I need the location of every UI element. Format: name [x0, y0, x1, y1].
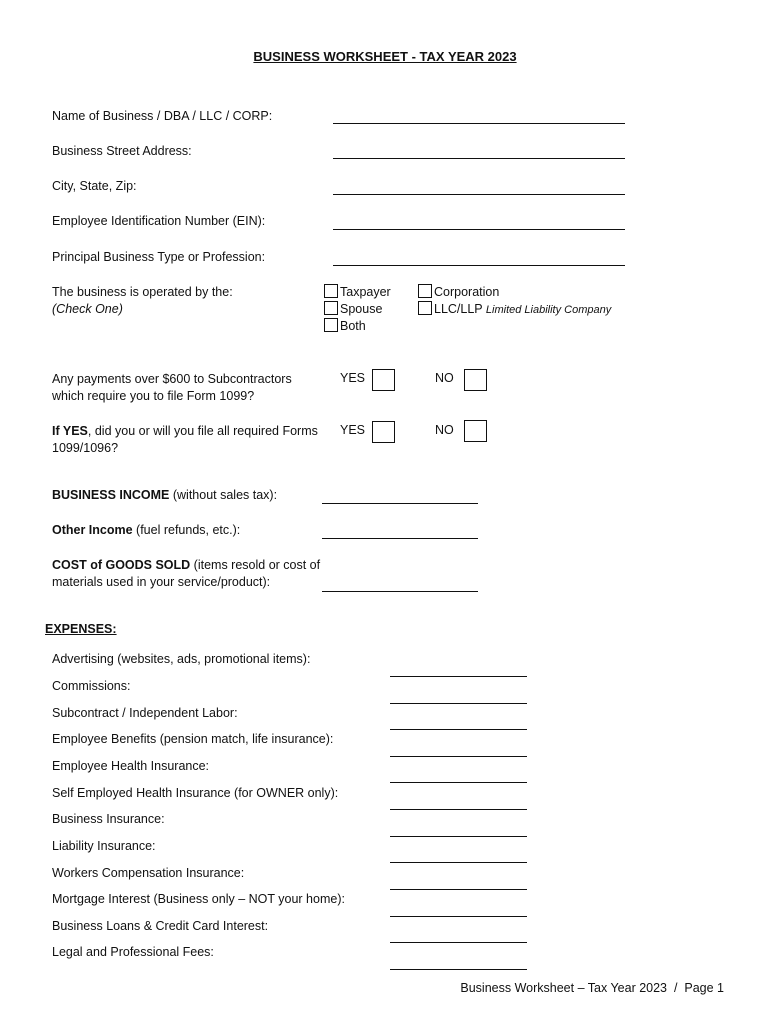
- expense-subcontract-field[interactable]: [390, 729, 527, 730]
- expense-workers-comp-label: Workers Compensation Insurance:: [52, 866, 245, 880]
- ein-label: Employee Identification Number (EIN):: [52, 214, 266, 228]
- other-income-label: Other Income (fuel refunds, etc.):: [52, 523, 241, 537]
- both-checkbox[interactable]: [324, 318, 338, 332]
- ein-field[interactable]: [333, 229, 625, 230]
- expense-self-employed-health-label: Self Employed Health Insurance (for OWNER only):: [52, 786, 339, 800]
- both-label: Both: [340, 319, 366, 333]
- option-corporation[interactable]: [418, 284, 499, 301]
- spouse-checkbox[interactable]: [324, 301, 338, 315]
- expense-legal-fees-label: Legal and Professional Fees:: [52, 945, 214, 959]
- cogs-field[interactable]: [322, 591, 478, 592]
- expense-business-insurance-label: Business Insurance:: [52, 812, 165, 826]
- option-both[interactable]: [324, 318, 366, 335]
- expense-loans-interest-label: Business Loans & Credit Card Interest:: [52, 919, 269, 933]
- expense-self-employed-health-field[interactable]: [390, 809, 527, 810]
- business-income-field[interactable]: [322, 503, 478, 504]
- city-state-zip-label: City, State, Zip:: [52, 179, 137, 193]
- taxpayer-label: Taxpayer: [340, 285, 391, 299]
- expense-liability-insurance-field[interactable]: [390, 862, 527, 863]
- other-income-field[interactable]: [322, 538, 478, 539]
- expense-advertising-field[interactable]: [390, 676, 527, 677]
- expense-advertising-label: Advertising (websites, ads, promotional items):: [52, 652, 311, 666]
- operated-by-label: The business is operated by the:: [52, 285, 233, 299]
- page-footer: Business Worksheet – Tax Year 2023 / Page 1: [460, 981, 724, 995]
- page-title: BUSINESS WORKSHEET - TAX YEAR 2023: [253, 49, 517, 64]
- expense-loans-interest-field[interactable]: [390, 942, 527, 943]
- subcontractor-question-line2: which require you to file Form 1099?: [52, 389, 255, 403]
- q1-yes-label: YES: [340, 371, 366, 385]
- cogs-label-line2: materials used in your service/product):: [52, 575, 271, 589]
- taxpayer-checkbox[interactable]: [324, 284, 338, 298]
- q2-no-label: NO: [435, 423, 454, 437]
- expense-commissions-field[interactable]: [390, 703, 527, 704]
- business-name-label: Name of Business / DBA / LLC / CORP:: [52, 109, 273, 123]
- business-income-label: BUSINESS INCOME (without sales tax):: [52, 488, 278, 502]
- q2-yes-box[interactable]: [372, 421, 395, 443]
- expense-mortgage-interest-field[interactable]: [390, 916, 527, 917]
- cogs-label-line1: COST of GOODS SOLD (items resold or cost of: [52, 558, 321, 572]
- city-state-zip-field[interactable]: [333, 194, 625, 195]
- expense-commissions-label: Commissions:: [52, 679, 131, 693]
- corporation-label: Corporation: [434, 285, 500, 299]
- business-type-field[interactable]: [333, 265, 625, 266]
- expense-liability-insurance-label: Liability Insurance:: [52, 839, 156, 853]
- q1-no-label: NO: [435, 371, 454, 385]
- expense-employee-benefits-label: Employee Benefits (pension match, life insurance):: [52, 732, 334, 746]
- expense-mortgage-interest-label: Mortgage Interest (Business only – NOT your home):: [52, 892, 345, 906]
- q2-no-box[interactable]: [464, 420, 487, 442]
- business-name-field[interactable]: [333, 123, 625, 124]
- llc-checkbox[interactable]: [418, 301, 432, 315]
- corporation-checkbox[interactable]: [418, 284, 432, 298]
- llc-label: LLC/LLP: [434, 302, 483, 316]
- expense-employee-health-label: Employee Health Insurance:: [52, 759, 210, 773]
- option-spouse[interactable]: [324, 301, 382, 318]
- forms-question-line1: If YES, did you or will you file all required Forms: [52, 424, 318, 438]
- expense-workers-comp-field[interactable]: [390, 889, 527, 890]
- q1-yes-box[interactable]: [372, 369, 395, 391]
- expense-employee-health-field[interactable]: [390, 782, 527, 783]
- expense-business-insurance-field[interactable]: [390, 836, 527, 837]
- check-one-hint: (Check One): [52, 302, 123, 316]
- street-address-field[interactable]: [333, 158, 625, 159]
- spouse-label: Spouse: [340, 302, 383, 316]
- expenses-heading: EXPENSES:: [45, 622, 117, 636]
- q1-no-box[interactable]: [464, 369, 487, 391]
- expense-legal-fees-field[interactable]: [390, 969, 527, 970]
- expense-employee-benefits-field[interactable]: [390, 756, 527, 757]
- business-type-label: Principal Business Type or Profession:: [52, 250, 266, 264]
- forms-question-line2: 1099/1096?: [52, 441, 119, 455]
- llc-note: Limited Liability Company: [485, 304, 612, 316]
- q2-yes-label: YES: [340, 423, 366, 437]
- option-taxpayer[interactable]: [324, 284, 391, 301]
- expense-subcontract-label: Subcontract / Independent Labor:: [52, 706, 238, 720]
- option-llc[interactable]: [418, 301, 611, 319]
- street-address-label: Business Street Address:: [52, 144, 192, 158]
- subcontractor-question-line1: Any payments over $600 to Subcontractors: [52, 372, 292, 386]
